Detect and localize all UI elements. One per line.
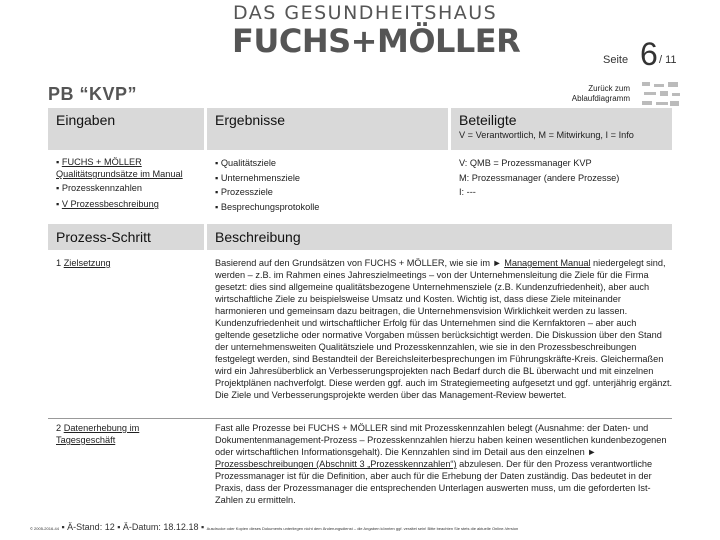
step-1-description [215,257,673,401]
page-number: 6 [640,36,658,72]
step-link[interactable]: Zielsetzung [63,258,111,268]
list-item [215,171,445,186]
step-1-name[interactable] [56,257,202,269]
step-2-description [215,422,673,506]
copyright: © 2005-2016-44 [30,526,59,531]
page-title: PB “KVP” [48,84,138,104]
revision-date: Ä-Datum: 18.12.18 [122,522,199,532]
page-total: / 11 [659,54,677,66]
list-item: I: --- [459,187,476,197]
bullet: ▪ [215,187,219,197]
eingaben-header: Eingaben [56,112,116,128]
revision-status: Ä-Stand: 12 [67,522,115,532]
bullet: ▪ [215,158,219,168]
description-text: Basierend auf den Grundsätzen von FUCHS + MÖLLER, wie sie im ► [215,258,505,268]
process-step-header: Prozess-Schritt [56,229,151,245]
beteiligte-list [459,156,669,200]
list-item-text: Prozesskennzahlen [61,183,143,193]
list-item [215,185,445,200]
step-number: 2 [56,423,62,433]
ergebnisse-list [215,156,445,214]
back-to-flowchart-link[interactable]: Zurück zum Ablaufdiagramm [571,84,630,103]
flowchart-thumbnail[interactable] [640,80,682,110]
bullet: ▪ [56,199,60,209]
list-item: V: QMB = Prozessmanager KVP [459,158,592,168]
beteiligte-header: Beteiligte [459,112,517,128]
process-descriptions-link[interactable]: Prozessbeschreibungen (Abschnitt 3 „Prozesskennzahlen“) [215,459,457,469]
list-item: M: Prozessmanager (andere Prozesse) [459,172,620,183]
manual-link[interactable]: FUCHS + MÖLLER Qualitätsgrundsätze im Manual [56,157,183,179]
role-legend: V = Verantwortlich, M = Mitwirkung, I = Info [459,130,634,140]
list-item-text: Unternehmensziele [220,172,300,183]
list-item-text: Prozessziele [220,187,273,197]
description-text: Fast alle Prozesse bei FUCHS + MÖLLER sind mit Prozesskennzahlen belegt (Ausnahme: der Daten- und Dokumentenmanagement-Prozess – Prozesskennzahlen hierzu haben keinen wesentlichen kundenbezogenen oder wirtschaftlichen Informationsgehalt). Die Kennzahlen sind im Detail aus den einzelnen ► [215,423,667,457]
list-item [215,156,445,171]
logo-line-2: FUCHS+MÖLLER [232,22,521,60]
step-number: 1 [56,258,62,268]
step-link[interactable]: Datenerhebung im Tagesgeschäft [56,423,140,445]
description-text: abzulesen. Der für den Prozess verantwortliche Prozessmanager ist für die Definition, aber auch für die Erhebung der Daten zuständig. Das bedeutet in der Praxis, dass der Prozessmanager die entsprechenden Unterlagen auswerten muss, um die geforderten Ist-Zahlen zu ermitteln. [215,459,653,505]
bullet: ▪ [56,183,60,193]
list-item-text: Qualitätsziele [220,158,276,168]
logo-line-1: DAS GESUNDHEITSHAUS [233,2,498,24]
ergebnisse-header: Ergebnisse [215,112,286,128]
print-notice: Ausdrucke oder Kopien dieses Dokuments unterliegen nicht dem Änderungsdienst – die Angaben könnten ggf. veraltet sein! Bitte beachten Sie stets die aktuelle Online-Version [206,526,519,531]
list-item[interactable] [56,198,202,210]
footer: © 2005-2016-44 ▪ Ä-Stand: 12 ▪ Ä-Datum: 18.12.18 ▪ Ausdrucke oder Kopien dieses Dokuments unterliegen nicht dem Änderungsdienst – die Angaben könnten ggf. veraltet sein! Bitte beachten Sie stets die aktuelle Online-Version [30,522,519,532]
page-label: Seite [603,54,629,66]
row-divider [48,418,672,419]
list-item[interactable] [56,156,202,180]
process-description-link[interactable]: V Prozessbeschreibung [61,199,159,209]
eingaben-list [56,156,202,210]
list-item-text: Besprechungsprotokolle [220,201,320,212]
list-item [56,182,202,194]
list-item [215,200,445,215]
step-2-name[interactable] [56,422,176,446]
management-manual-link[interactable]: Management Manual [504,258,591,268]
description-header: Beschreibung [215,229,301,245]
description-text: niedergelegt sind, werden – z.B. im Rahmen eines Jahreszielmeetings – von der Unternehmensleitung die Ziele für die Firma gesetzt: dies sind allgemeine qualitätsbezogene Unternehmensziele (z.B. Kundenzufriedenheit), aber auch wirtschaftliche Ziele zu beispielsweise Umsatz und Kosten. Wichtig ist, dass diese Ziele miteinander harmonieren und gemeinsam dazu beitragen, die Unternehmensvision Wirklichkeit werden zu lassen. Kundenzufriedenheit und wirtschaftlicher Erfolg für das Unternehmen sind die Kernfaktoren – aber auch geltende gesetzliche oder normative Vorgaben müssen berücksichtigt werden. Die Diskussion über den Stand der unternehmensweiten Qualitätsziele und Prozesskennzahlen, wie sie in den Prozessbeschreibungen festgelegt werden, sind Bestandteil der Bereichsleiterbesprechungen im Führungskräfte-Kreis. Gleichermaßen wird ein Jahresüberblick an Verbesserungsprojekten nach Bedarf durch die BL überwacht und mit einzelnen Projektplänen nachverfolgt. Diese werden ggf. auch im Strategiemeeting aufgesetzt und ggf. unterjährig ergänzt. Die Ziele und Verbesserungsprojekte werden über das Management-Review bewertet. [215,258,673,400]
bullet: ▪ [56,157,60,167]
bullet: ▪ [215,172,219,183]
bullet: ▪ [215,201,219,212]
